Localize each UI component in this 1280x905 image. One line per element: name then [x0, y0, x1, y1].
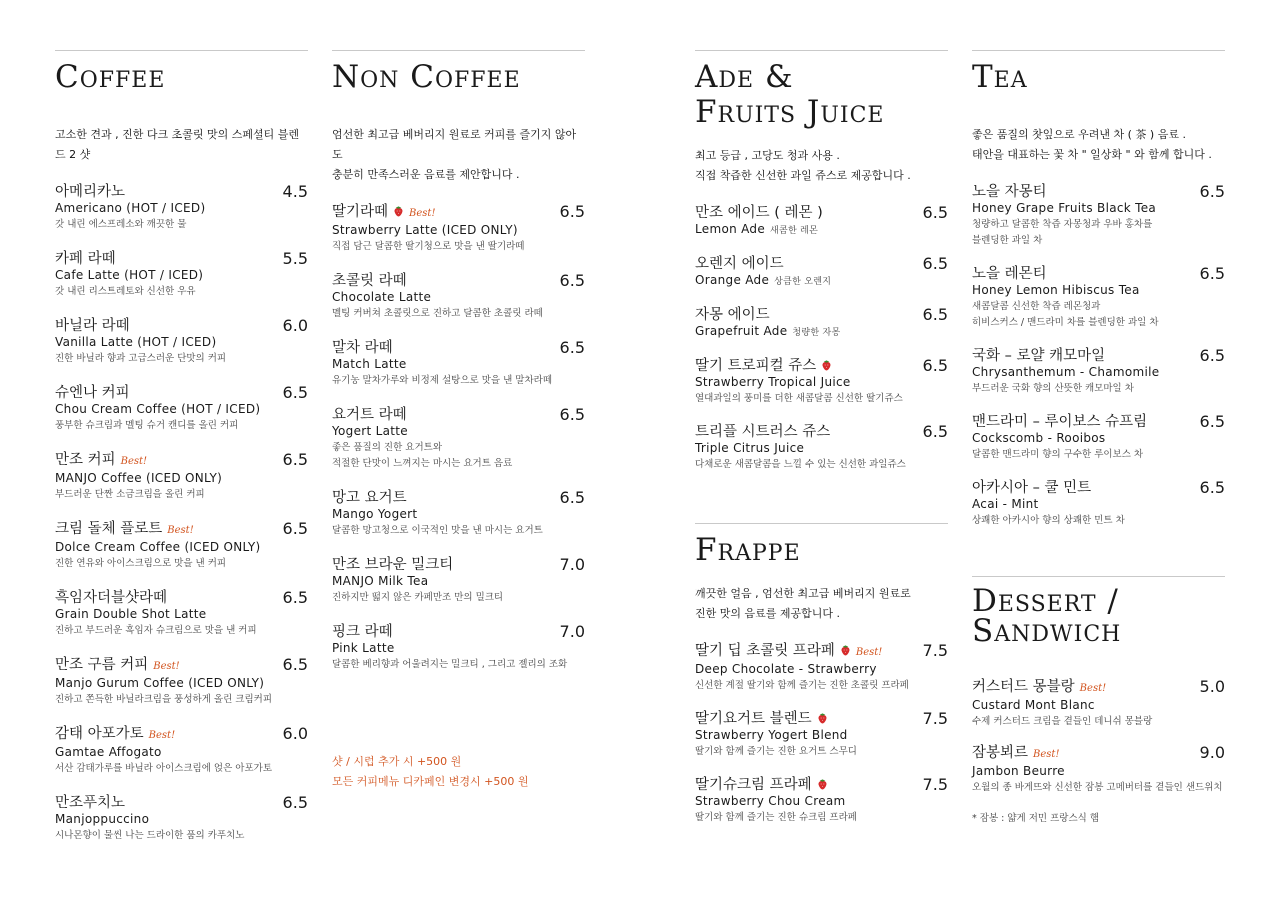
item-name-en: Custard Mont Blanc	[972, 698, 1095, 712]
item-name-ko: 슈엔나 커피	[55, 385, 130, 401]
item-name-en: Dolce Cream Coffee (ICED ONLY)	[55, 540, 261, 554]
item-name-en-line	[695, 375, 948, 390]
menu-item	[55, 589, 308, 639]
item-name-ko-line	[695, 423, 948, 441]
item-description: 진하지만 떫지 않은 카페만조 만의 밀크티	[332, 592, 504, 603]
item-price: 6.5	[559, 271, 585, 290]
item-description: 멜팅 커버쳐 초콜릿으로 진하고 달콤한 초콜릿 라떼	[332, 308, 543, 319]
menu-item	[55, 520, 308, 572]
item-description: 열대과일의 풍미를 더한 새콤달콤 신선한 딸기쥬스	[695, 393, 903, 404]
item-name-en-line	[972, 698, 1225, 713]
item-name-en-line	[695, 728, 948, 743]
item-name-ko: 아메리카노	[55, 184, 126, 200]
item-price: 7.5	[922, 641, 948, 660]
item-price: 6.5	[922, 305, 948, 324]
item-name-en: Orange Ade	[695, 273, 770, 287]
best-badge: Best!	[120, 456, 148, 467]
item-name-ko-line	[55, 656, 308, 676]
item-name-ko-line	[695, 357, 948, 375]
menu-item	[55, 656, 308, 708]
item-price: 6.0	[282, 724, 308, 743]
item-price: 6.5	[282, 383, 308, 402]
item-name-en-line	[332, 574, 585, 589]
item-description: 수제 커스터드 크림을 곁들인 데니쉬 몽블랑	[972, 716, 1153, 727]
item-price: 6.5	[1199, 412, 1225, 431]
item-name-en-line	[55, 745, 308, 760]
item-description: 다채로운 새콤달콤을 느낄 수 있는 신선한 과일쥬스	[695, 459, 906, 470]
item-description: 달콤한 맨드라미 향의 구수한 루이보스 차	[972, 449, 1144, 460]
jambon-note: * 잠봉 : 얇게 저민 프랑스식 햄	[972, 813, 1100, 824]
item-name-ko-line	[695, 255, 948, 273]
menu-item	[972, 479, 1225, 529]
menu-item	[55, 725, 308, 777]
item-description: 직접 담근 달콤한 딸기청으로 맛을 낸 딸기라떼	[332, 241, 525, 252]
item-description: 진하고 쫀득한 바닐라크림을 풍성하게 올린 크림커피	[55, 694, 272, 705]
menu-item	[972, 183, 1225, 249]
item-price: 7.0	[559, 622, 585, 641]
menu-item	[55, 250, 308, 300]
item-name-ko: 크림 돌체 플로트	[55, 521, 163, 537]
item-description: 딸기와 함께 즐기는 진한 요거트 스무디	[695, 746, 857, 757]
item-description: 부드러운 국화 향의 산뜻한 캐모마일 차	[972, 383, 1134, 394]
item-name-ko: 망고 요거트	[332, 490, 407, 506]
item-name-en-line	[332, 424, 585, 439]
item-name-en: Cockscomb - Rooibos	[972, 431, 1106, 445]
menu-item	[695, 357, 948, 407]
item-description: 시나몬향이 물씬 나는 드라이한 품의 카푸치노	[55, 830, 245, 841]
menu-item	[55, 794, 308, 844]
extra-notes	[332, 752, 528, 792]
item-name-ko-line	[55, 794, 308, 812]
item-price: 6.5	[282, 793, 308, 812]
item-name-ko: 바닐라 라떼	[55, 318, 130, 334]
item-name-en: Triple Citrus Juice	[695, 441, 805, 455]
item-name-ko: 요거트 라떼	[332, 407, 407, 423]
section-description: 좋은 품질의 찻잎으로 우려낸 차 ( 茶 ) 음료 . 태안을 대표하는 꽃 차 " 일상화 " 와 함께 합니다 .	[972, 128, 1212, 161]
item-price: 6.5	[1199, 478, 1225, 497]
item-name-ko-line	[55, 520, 308, 540]
item-name-en: Manjo Gurum Coffee (ICED ONLY)	[55, 676, 265, 690]
menu-item	[695, 204, 948, 239]
section-title: Tea	[972, 59, 1028, 95]
best-badge: Best!	[148, 730, 176, 741]
item-name-en: Acai - Mint	[972, 497, 1039, 511]
strawberry-icon	[821, 359, 832, 371]
item-name-en-line	[972, 764, 1225, 779]
menu-item	[332, 489, 585, 539]
item-name-ko: 감태 아포가토	[55, 726, 144, 742]
menu-item	[332, 406, 585, 472]
item-description: 갓 내린 에스프레소와 깨끗한 물	[55, 219, 187, 230]
section-title: Ade & Fruits Juice	[695, 59, 885, 130]
item-price: 6.5	[282, 450, 308, 469]
item-name-en-line	[332, 641, 585, 656]
item-name-en: Chocolate Latte	[332, 290, 432, 304]
item-name-en: Grapefruit Ade	[695, 324, 788, 338]
item-name-ko-line	[695, 776, 948, 794]
menu-item	[695, 255, 948, 290]
menu-item	[55, 317, 308, 367]
item-name-ko-line	[972, 265, 1225, 283]
item-price: 6.5	[1199, 182, 1225, 201]
item-name-en: Honey Lemon Hibiscus Tea	[972, 283, 1140, 297]
item-name-en-line	[695, 441, 948, 456]
item-name-ko-line	[55, 725, 308, 745]
item-name-ko: 딸기 딥 초콜릿 프라페	[695, 643, 835, 659]
coffee-section	[55, 50, 308, 861]
menu-item	[972, 744, 1225, 796]
item-name-ko: 잠봉뵈르	[972, 745, 1029, 761]
menu-item	[55, 384, 308, 434]
item-name-ko: 초콜릿 라떼	[332, 273, 407, 289]
item-name-en: Vanilla Latte (HOT / ICED)	[55, 335, 217, 349]
item-name-en-line	[55, 402, 308, 417]
menu-item	[332, 623, 585, 673]
item-name-ko-line	[972, 678, 1225, 698]
item-name-en-line	[695, 222, 948, 239]
non-coffee-section	[332, 50, 585, 788]
item-name-ko: 흑임자더블샷라떼	[55, 590, 168, 606]
item-name-ko: 만조푸치노	[55, 795, 126, 811]
section-description: 최고 등급 , 고당도 청과 사용 . 직접 착즙한 신선한 과일 쥬스로 제공합니다 .	[695, 149, 911, 182]
decaf-note: 모든 커피메뉴 디카페인 변경시 +500 원	[332, 775, 529, 788]
menu-item	[332, 203, 585, 255]
item-name-ko: 딸기라떼	[332, 204, 389, 220]
menu-item	[695, 423, 948, 473]
section-title: Non Coffee	[332, 59, 521, 95]
item-description: 새콤달콤 신선한 착즙 레몬청과 히비스커스 / 맨드라미 차를 블렌딩한 과일 차	[972, 301, 1159, 328]
item-name-en: Manjoppuccino	[55, 812, 150, 826]
item-name-en: Honey Grape Fruits Black Tea	[972, 201, 1157, 215]
item-name-en: MANJO Coffee (ICED ONLY)	[55, 471, 223, 485]
item-price: 6.0	[282, 316, 308, 335]
item-price: 6.5	[922, 254, 948, 273]
item-description: 상쾌한 아카시아 향의 상쾌한 민트 차	[972, 515, 1125, 526]
item-name-en: Mango Yogert	[332, 507, 418, 521]
menu-item	[332, 272, 585, 322]
section-description: 깨끗한 얼음 , 엄선한 최고급 베버리지 원료로 진한 맛의 음료를 제공합니다 .	[695, 587, 911, 620]
best-badge: Best!	[1079, 683, 1107, 694]
item-name-ko: 만조 구름 커피	[55, 657, 149, 673]
item-name-ko: 딸기슈크림 프라페	[695, 777, 812, 793]
item-name-ko: 말차 라떼	[332, 340, 393, 356]
item-name-en: Cafe Latte (HOT / ICED)	[55, 268, 204, 282]
best-badge: Best!	[855, 647, 883, 658]
item-name-en-line	[695, 273, 948, 290]
item-name-ko: 딸기요거트 블렌드	[695, 711, 812, 727]
item-description: 풍부한 슈크림과 멜팅 슈거 캔디를 올린 커피	[55, 420, 239, 431]
item-name-en: MANJO Milk Tea	[332, 574, 429, 588]
item-name-en-line	[695, 662, 948, 677]
item-name-ko: 오렌지 에이드	[695, 256, 784, 272]
item-name-ko-line	[55, 451, 308, 471]
tea-section	[972, 50, 1225, 545]
item-name-en: Grain Double Shot Latte	[55, 607, 207, 621]
item-price: 6.5	[559, 338, 585, 357]
item-name-en-line	[972, 283, 1225, 298]
item-name-ko: 만조 커피	[55, 452, 116, 468]
menu-item	[332, 556, 585, 606]
best-badge: Best!	[1033, 749, 1060, 760]
item-description: 서산 감태가루를 바닐라 아이스크림에 얹은 아포가토	[55, 763, 272, 774]
item-description: 신선한 계절 딸기와 함께 즐기는 진한 초콜릿 프라페	[695, 680, 909, 691]
item-name-en-line	[332, 357, 585, 372]
best-badge: Best!	[153, 661, 180, 672]
item-price: 6.5	[922, 203, 948, 222]
strawberry-icon	[393, 205, 404, 217]
item-name-ko: 국화 – 로얄 캐모마일	[972, 348, 1106, 364]
item-name-ko-line	[695, 204, 948, 222]
item-name-ko-line	[55, 317, 308, 335]
item-name-ko-line	[55, 589, 308, 607]
item-flavor-note: 청량한 자몽	[792, 328, 841, 338]
item-name-en-line	[332, 507, 585, 522]
menu-item	[972, 347, 1225, 397]
menu-item	[695, 710, 948, 760]
item-name-en: Deep Chocolate - Strawberry	[695, 662, 877, 676]
item-name-en: Gamtae Affogato	[55, 745, 162, 759]
item-flavor-note: 새콤한 레몬	[770, 226, 819, 236]
item-name-ko-line	[332, 489, 585, 507]
item-name-ko: 핑크 라떼	[332, 624, 393, 640]
strawberry-icon	[840, 644, 851, 656]
item-name-ko-line	[332, 339, 585, 357]
item-name-en: Lemon Ade	[695, 222, 766, 236]
item-name-ko: 커스터드 몽블랑	[972, 679, 1075, 695]
item-name-en: Match Latte	[332, 357, 407, 371]
menu-item	[695, 642, 948, 694]
item-price: 7.5	[922, 709, 948, 728]
item-description: 진하고 부드러운 흑임자 슈크림으로 맛을 낸 커피	[55, 625, 257, 636]
item-name-ko-line	[55, 183, 308, 201]
item-name-ko: 노을 자몽티	[972, 184, 1047, 200]
item-name-ko-line	[332, 556, 585, 574]
section-title: Coffee	[55, 59, 166, 95]
menu-item	[695, 306, 948, 341]
item-name-ko-line	[695, 710, 948, 728]
item-description: 달콤한 베리향과 어울려지는 밀크티 , 그리고 젤리의 조화	[332, 659, 568, 670]
item-name-ko-line	[332, 272, 585, 290]
item-description: 부드러운 단짠 소금크림을 올린 커피	[55, 489, 205, 500]
item-price: 6.5	[282, 655, 308, 674]
item-name-ko: 만조 브라운 밀크티	[332, 557, 454, 573]
menu-item	[695, 776, 948, 826]
item-description: 유기농 말차가루와 비정제 설탕으로 맛을 낸 말차라떼	[332, 375, 553, 386]
item-flavor-note: 상큼한 오렌지	[774, 277, 832, 287]
item-price: 6.5	[559, 202, 585, 221]
item-description: 오월의 종 바게뜨와 신선한 잠봉 고메버터를 곁들인 샌드위치	[972, 782, 1223, 793]
item-name-ko-line	[972, 413, 1225, 431]
menu-item	[332, 339, 585, 389]
section-title: Frappe	[695, 532, 801, 568]
item-name-en: Chrysanthemum - Chamomile	[972, 365, 1160, 379]
item-description: 진한 바닐라 향과 고급스러운 단맛의 커피	[55, 353, 227, 364]
menu-item	[972, 678, 1225, 730]
item-name-ko: 자몽 에이드	[695, 307, 770, 323]
item-name-ko: 아카시아 – 쿨 민트	[972, 480, 1092, 496]
item-name-en: Yogert Latte	[332, 424, 408, 438]
item-price: 6.5	[1199, 264, 1225, 283]
item-name-ko-line	[972, 479, 1225, 497]
item-name-en: Strawberry Chou Cream	[695, 794, 846, 808]
item-description: 달콤한 망고청으로 이국적인 맛을 낸 마시는 요거트	[332, 525, 543, 536]
item-name-en: Jambon Beurre	[972, 764, 1065, 778]
item-price: 5.0	[1199, 677, 1225, 696]
menu-item	[55, 451, 308, 503]
strawberry-icon	[817, 778, 828, 790]
section-description: 고소한 견과 , 진한 다크 초콜릿 맛의 스페셜티 블렌드 2 샷	[55, 128, 299, 161]
item-name-ko-line	[972, 744, 1225, 764]
item-name-ko-line	[972, 183, 1225, 201]
item-name-en-line	[972, 201, 1225, 216]
item-price: 6.5	[922, 422, 948, 441]
item-name-ko-line	[695, 642, 948, 662]
item-description: 진한 연유와 아이스크림으로 맛을 낸 커피	[55, 558, 227, 569]
section-title: Dessert / Sandwich	[972, 583, 1122, 649]
item-name-en-line	[972, 365, 1225, 380]
item-name-en-line	[55, 201, 308, 216]
item-name-en-line	[55, 607, 308, 622]
best-badge: Best!	[167, 525, 194, 536]
item-name-en-line	[55, 812, 308, 827]
menu-item	[972, 265, 1225, 331]
menu-item	[55, 183, 308, 233]
item-name-en: Strawberry Tropical Juice	[695, 375, 851, 389]
item-price: 5.5	[282, 249, 308, 268]
item-price: 6.5	[559, 405, 585, 424]
best-badge: Best!	[409, 208, 436, 219]
item-name-ko-line	[332, 406, 585, 424]
item-name-en-line	[972, 431, 1225, 446]
item-description: 청량하고 달콤한 착즙 자몽청과 우바 홍차를 블렌딩한 과일 차	[972, 219, 1153, 246]
item-name-ko-line	[332, 203, 585, 223]
item-name-ko-line	[55, 384, 308, 402]
dessert-section	[972, 576, 1225, 824]
item-price: 6.5	[922, 356, 948, 375]
item-name-en: Strawberry Latte (ICED ONLY)	[332, 223, 518, 237]
item-price: 6.5	[282, 519, 308, 538]
item-name-en-line	[332, 290, 585, 305]
item-price: 6.5	[282, 588, 308, 607]
item-name-en-line	[695, 324, 948, 341]
item-price: 7.5	[922, 775, 948, 794]
shot-syrup-note: 샷 / 시럽 추가 시 +500 원	[332, 755, 462, 768]
item-price: 7.0	[559, 555, 585, 574]
frappe-section	[695, 523, 948, 842]
item-name-en-line	[55, 471, 308, 486]
item-name-ko-line	[972, 347, 1225, 365]
item-name-en-line	[55, 335, 308, 350]
item-name-ko-line	[55, 250, 308, 268]
item-description: 갓 내린 리스트레토와 신선한 우유	[55, 286, 196, 297]
item-name-ko: 만조 에이드 ( 레몬 )	[695, 205, 823, 221]
item-name-ko: 노을 레몬티	[972, 266, 1047, 282]
item-description: 딸기와 함께 즐기는 진한 슈크림 프라페	[695, 812, 857, 823]
item-name-en-line	[55, 268, 308, 283]
item-description: 좋은 품질의 진한 요거트와 적절한 단맛이 느껴지는 마시는 요거트 음료	[332, 442, 513, 469]
item-name-en: Strawberry Yogert Blend	[695, 728, 848, 742]
section-description: 엄선한 최고급 베버리지 원료로 커피를 즐기지 않아도 충분히 만족스러운 음료를 제안합니다 .	[332, 128, 577, 181]
item-name-ko: 맨드라미 – 루이보스 슈프림	[972, 414, 1148, 430]
item-price: 6.5	[559, 488, 585, 507]
item-name-en: Chou Cream Coffee (HOT / ICED)	[55, 402, 261, 416]
item-name-ko-line	[695, 306, 948, 324]
item-name-en: Pink Latte	[332, 641, 395, 655]
item-name-en-line	[972, 497, 1225, 512]
item-name-en-line	[55, 676, 308, 691]
ade-juice-section	[695, 50, 948, 489]
item-name-en-line	[695, 794, 948, 809]
item-price: 4.5	[282, 182, 308, 201]
item-name-ko: 딸기 트로피컬 쥬스	[695, 358, 817, 374]
item-name-ko-line	[332, 623, 585, 641]
item-price: 6.5	[1199, 346, 1225, 365]
strawberry-icon	[817, 712, 828, 724]
item-name-ko: 트리플 시트러스 쥬스	[695, 424, 831, 440]
item-name-en: Americano (HOT / ICED)	[55, 201, 206, 215]
item-name-en-line	[332, 223, 585, 238]
item-name-ko: 카페 라떼	[55, 251, 116, 267]
item-price: 9.0	[1199, 743, 1225, 762]
menu-item	[972, 413, 1225, 463]
item-name-en-line	[55, 540, 308, 555]
